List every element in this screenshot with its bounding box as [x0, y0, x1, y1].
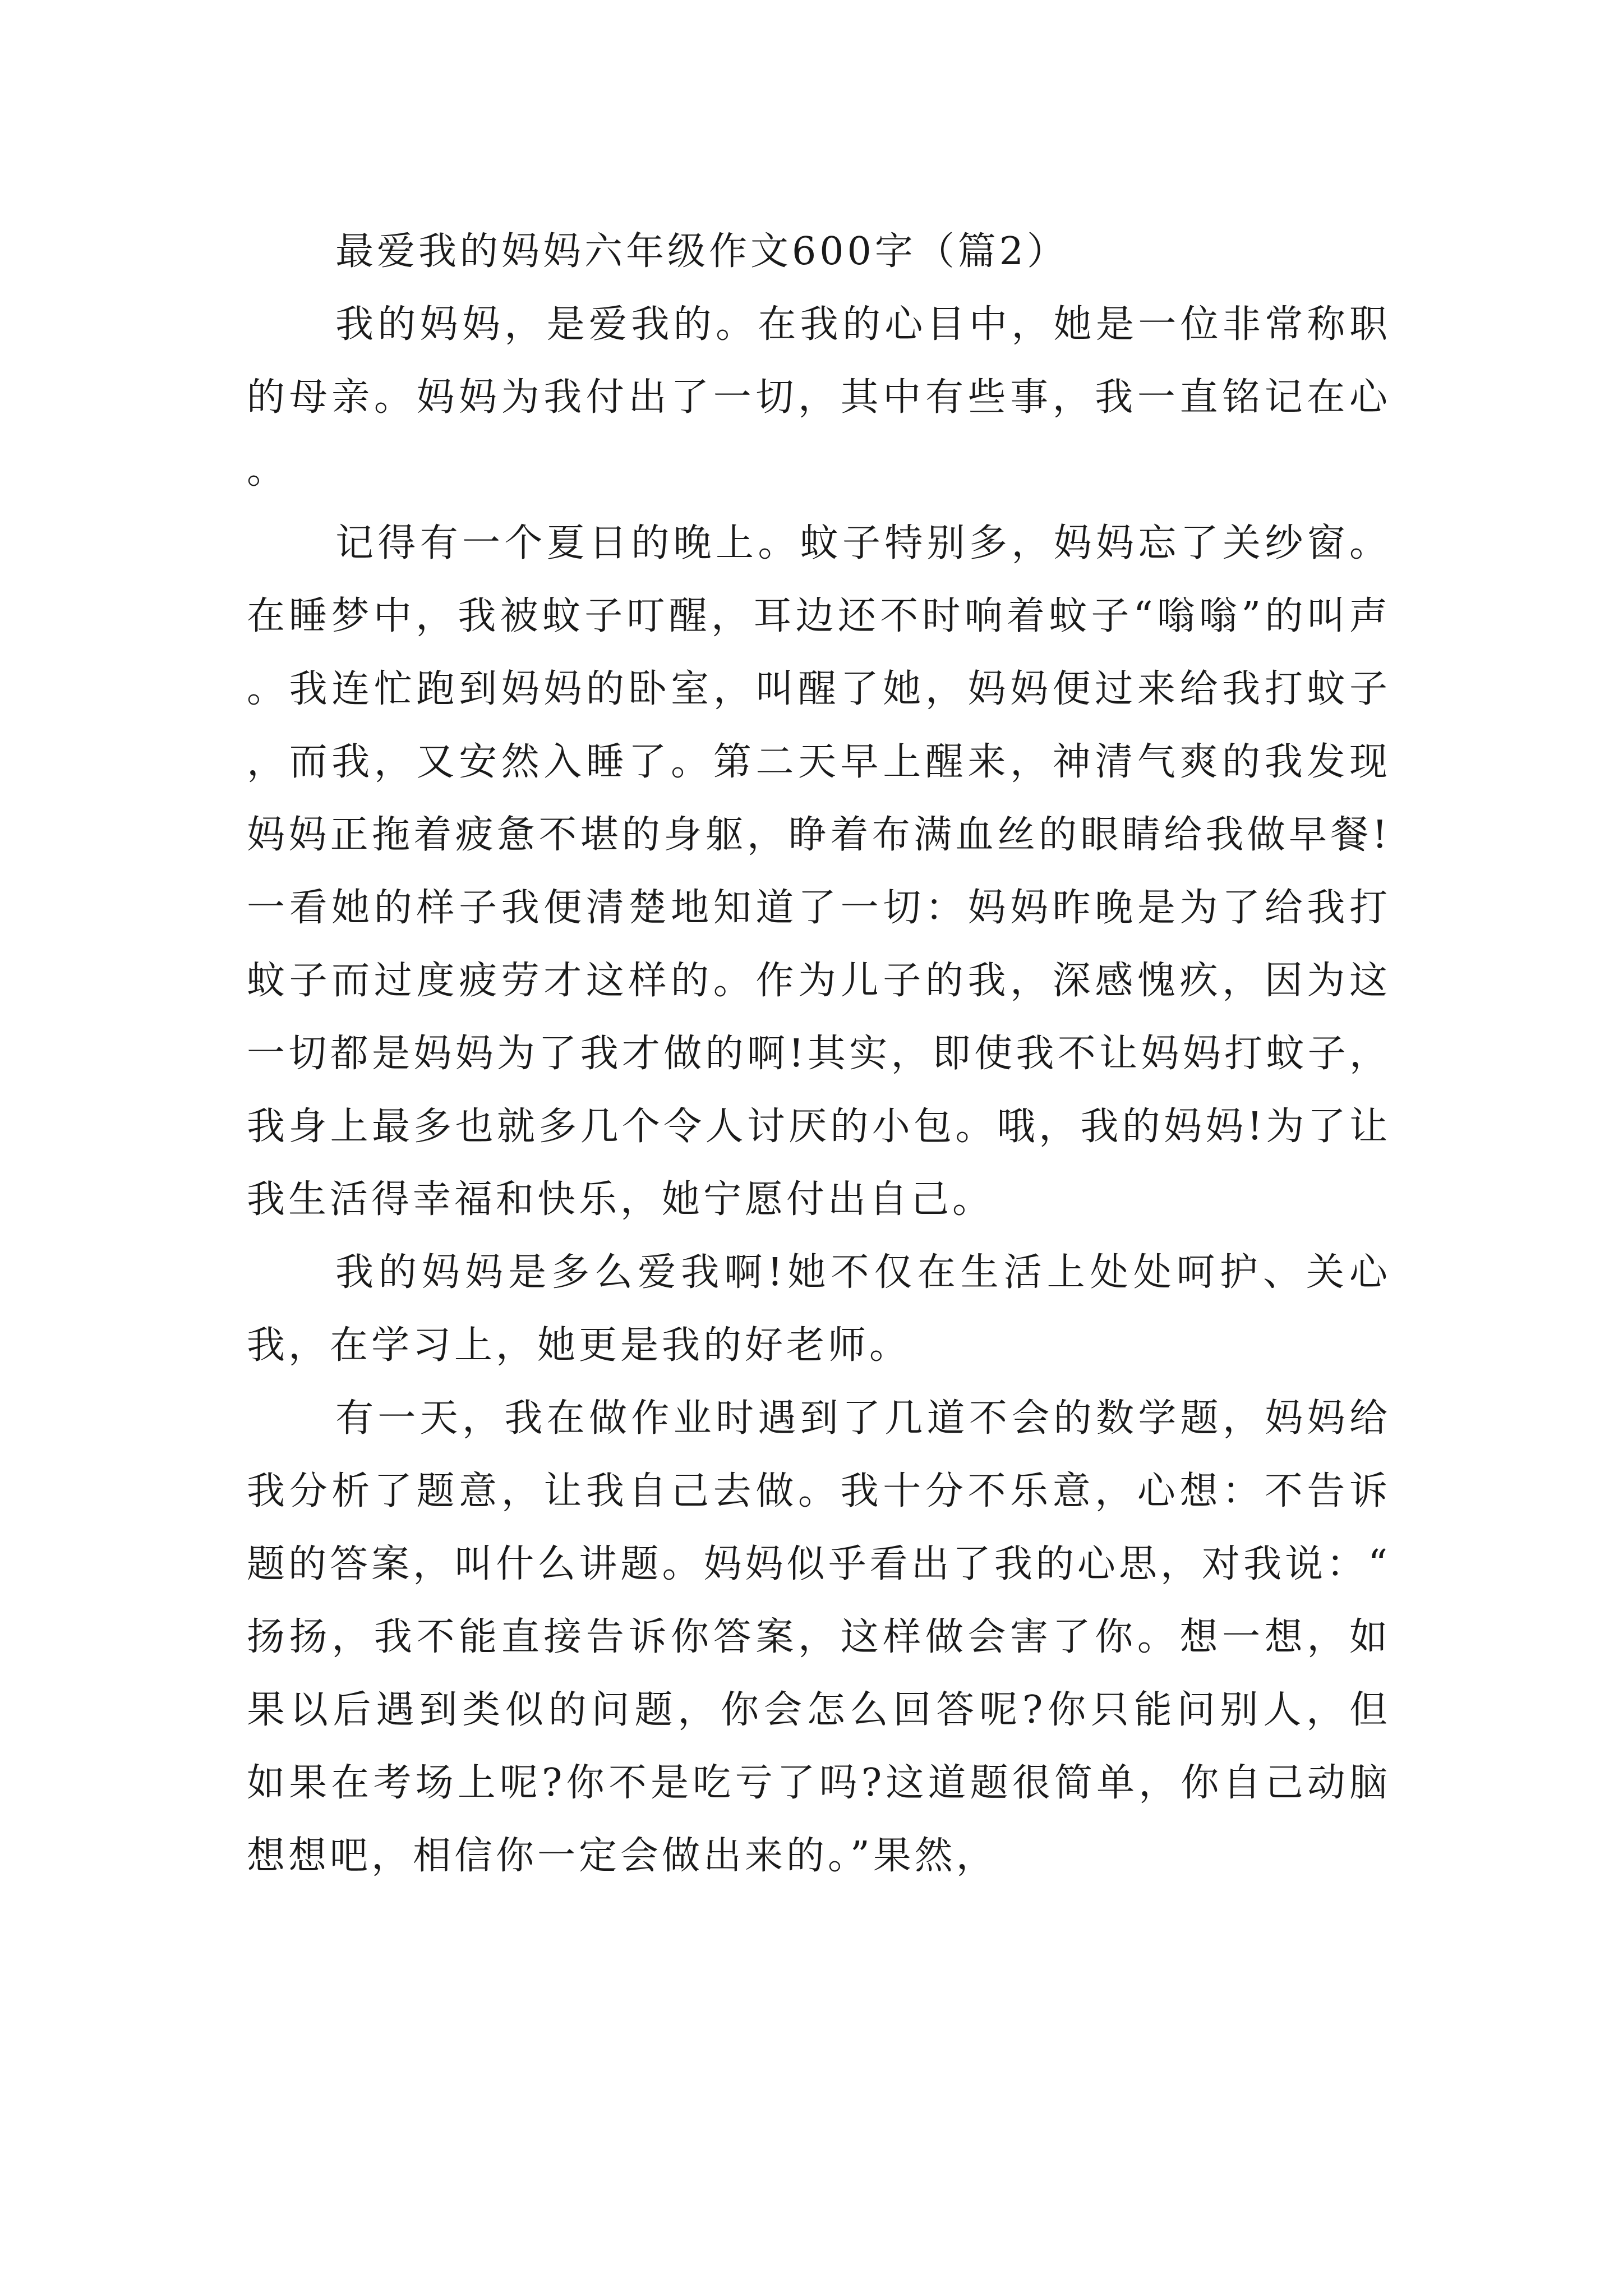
- paragraph-1: 我的妈妈，是爱我的。在我的心目中，她是一位非常称职的母亲。妈妈为我付出了一切，其中有些事，我一直铭记在心。: [247, 302, 1391, 493]
- paragraph-4: 有一天，我在做作业时遇到了几道不会的数学题，妈妈给我分析了题意，让我自己去做。我十分不乐意，心想：不告诉题的答案，叫什么讲题。妈妈似乎看出了我的心思，对我说：“扬扬，我不能直接告诉你答案，这样做会害了你。想一想，如果以后遇到类似的问题，你会怎么回答呢?你只能问别人，但如果在考场上呢?你不是吃亏了吗?这道题很简单，你自己动脑想想吧，相信你一定会做出来的。”果然，: [247, 1396, 1391, 1878]
- paragraph-3: 我的妈妈是多么爱我啊!她不仅在生活上处处呵护、关心我，在学习上，她更是我的好老师。: [247, 1250, 1391, 1368]
- document-body: [247, 215, 1391, 1893]
- paragraph-2: 记得有一个夏日的晚上。蚊子特别多，妈妈忘了关纱窗。在睡梦中，我被蚊子叮醒，耳边还不时响着蚊子“嗡嗡”的叫声。我连忙跑到妈妈的卧室，叫醒了她，妈妈便过来给我打蚊子，而我，又安然入睡了。第二天早上醒来，神清气爽的我发现妈妈正拖着疲惫不堪的身躯，睁着布满血丝的眼睛给我做早餐!一看她的样子我便清楚地知道了一切：妈妈昨晚是为了给我打蚊子而过度疲劳才这样的。作为儿子的我，深感愧疚，因为这一切都是妈妈为了我才做的啊!其实，即使我不让妈妈打蚊子，我身上最多也就多几个令人讨厌的小包。哦，我的妈妈!为了让我生活得幸福和快乐，她宁愿付出自己。: [247, 521, 1391, 1222]
- essay-title: 最爱我的妈妈六年级作文600字（篇2）: [335, 229, 1069, 274]
